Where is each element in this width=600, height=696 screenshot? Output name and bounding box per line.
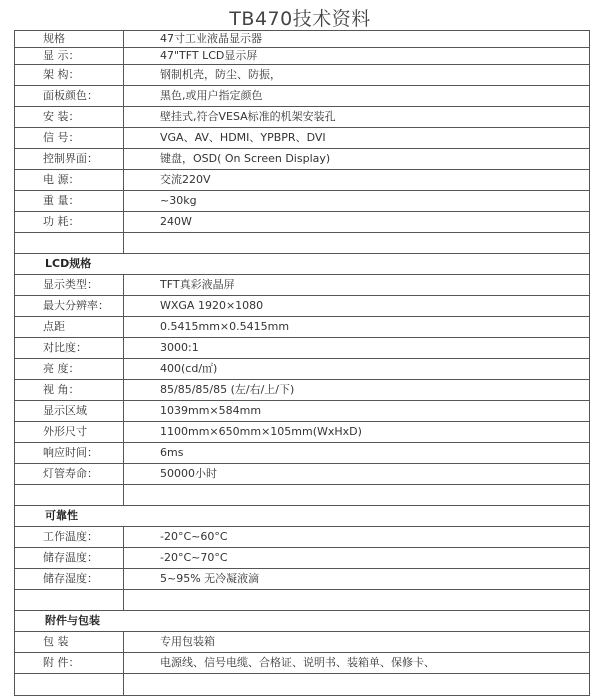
row-label: 功 耗：	[15, 212, 124, 233]
blank-cell	[15, 674, 124, 696]
row-value: 5~95% 无冷凝液滴	[124, 569, 590, 590]
row-label: 附 件：	[15, 653, 124, 674]
row-label: 储存湿度：	[15, 569, 124, 590]
row-label: 最大分辨率：	[15, 296, 124, 317]
table-row	[15, 527, 590, 548]
row-value: 专用包装箱	[124, 632, 590, 653]
row-value: TFT真彩液晶屏	[124, 275, 590, 296]
row-label: 安 装：	[15, 107, 124, 128]
table-row	[15, 212, 590, 233]
blank-row	[15, 674, 590, 696]
section-heading: LCD规格	[15, 254, 590, 275]
blank-row	[15, 485, 590, 506]
row-value: 47"TFT LCD显示屏	[124, 48, 590, 65]
row-label: 对比度：	[15, 338, 124, 359]
row-value: 1039mm×584mm	[124, 401, 590, 422]
row-value: 黑色,或用户指定颜色	[124, 86, 590, 107]
section-heading-row	[15, 506, 590, 527]
document-title: TB470技术资料	[229, 8, 371, 30]
blank-cell	[124, 674, 590, 696]
row-value: -20°C~70°C	[124, 548, 590, 569]
table-row	[15, 422, 590, 443]
blank-cell	[124, 590, 590, 611]
row-value: 50000小时	[124, 464, 590, 485]
blank-row	[15, 233, 590, 254]
row-value: 0.5415mm×0.5415mm	[124, 317, 590, 338]
row-label: 架 构：	[15, 65, 124, 86]
row-label: 视 角：	[15, 380, 124, 401]
row-value: 键盘，OSD( On Screen Display)	[124, 149, 590, 170]
row-label: 电 源：	[15, 170, 124, 191]
row-label: 信 号：	[15, 128, 124, 149]
table-row	[15, 653, 590, 674]
row-label: 控制界面：	[15, 149, 124, 170]
blank-cell	[15, 485, 124, 506]
table-row	[15, 296, 590, 317]
row-label: 显 示：	[15, 48, 124, 65]
table-row	[15, 380, 590, 401]
blank-cell	[124, 485, 590, 506]
row-value: 6ms	[124, 443, 590, 464]
table-row	[15, 48, 590, 65]
row-label: 重 量：	[15, 191, 124, 212]
row-label: 包 装	[15, 632, 124, 653]
row-value: 85/85/85/85 (左/右/上/下)	[124, 380, 590, 401]
blank-cell	[15, 590, 124, 611]
table-row	[15, 317, 590, 338]
table-row	[15, 275, 590, 296]
row-value: 钢制机壳，防尘、防振，	[124, 65, 590, 86]
table-row	[15, 128, 590, 149]
section-heading: 可靠性	[15, 506, 590, 527]
blank-cell	[124, 233, 590, 254]
row-value: WXGA 1920×1080	[124, 296, 590, 317]
section-heading-row	[15, 611, 590, 632]
row-value: 240W	[124, 212, 590, 233]
blank-cell	[15, 233, 124, 254]
table-row	[15, 191, 590, 212]
table-row	[15, 359, 590, 380]
table-row	[15, 170, 590, 191]
row-value: ~30kg	[124, 191, 590, 212]
row-value: VGA、AV、HDMI、YPBPR、DVI	[124, 128, 590, 149]
row-label: 亮 度：	[15, 359, 124, 380]
row-value: 电源线、信号电缆、合格证、说明书、装箱单、保修卡、	[124, 653, 590, 674]
row-value: 3000:1	[124, 338, 590, 359]
blank-row	[15, 590, 590, 611]
row-label: 显示区域	[15, 401, 124, 422]
row-value: 47寸工业液晶显示器	[124, 31, 590, 48]
row-label: 外形尺寸	[15, 422, 124, 443]
table-row	[15, 31, 590, 48]
row-value: -20°C~60°C	[124, 527, 590, 548]
section-heading: 附件与包装	[15, 611, 590, 632]
row-label: 储存温度：	[15, 548, 124, 569]
table-row	[15, 443, 590, 464]
table-row	[15, 65, 590, 86]
table-row	[15, 107, 590, 128]
table-row	[15, 86, 590, 107]
table-row	[15, 149, 590, 170]
table-row	[15, 569, 590, 590]
row-value: 400(cd/㎡)	[124, 359, 590, 380]
row-value: 交流220V	[124, 170, 590, 191]
table-row	[15, 548, 590, 569]
table-row	[15, 401, 590, 422]
spec-table	[14, 30, 590, 696]
table-row	[15, 632, 590, 653]
row-label: 灯管寿命：	[15, 464, 124, 485]
row-label: 点距	[15, 317, 124, 338]
row-value: 壁挂式,符合VESA标准的机架安装孔	[124, 107, 590, 128]
section-heading-row	[15, 254, 590, 275]
table-row	[15, 338, 590, 359]
row-label: 规格	[15, 31, 124, 48]
row-value: 1100mm×650mm×105mm(WxHxD)	[124, 422, 590, 443]
row-label: 面板颜色：	[15, 86, 124, 107]
row-label: 工作温度：	[15, 527, 124, 548]
row-label: 显示类型：	[15, 275, 124, 296]
table-row	[15, 464, 590, 485]
row-label: 响应时间：	[15, 443, 124, 464]
